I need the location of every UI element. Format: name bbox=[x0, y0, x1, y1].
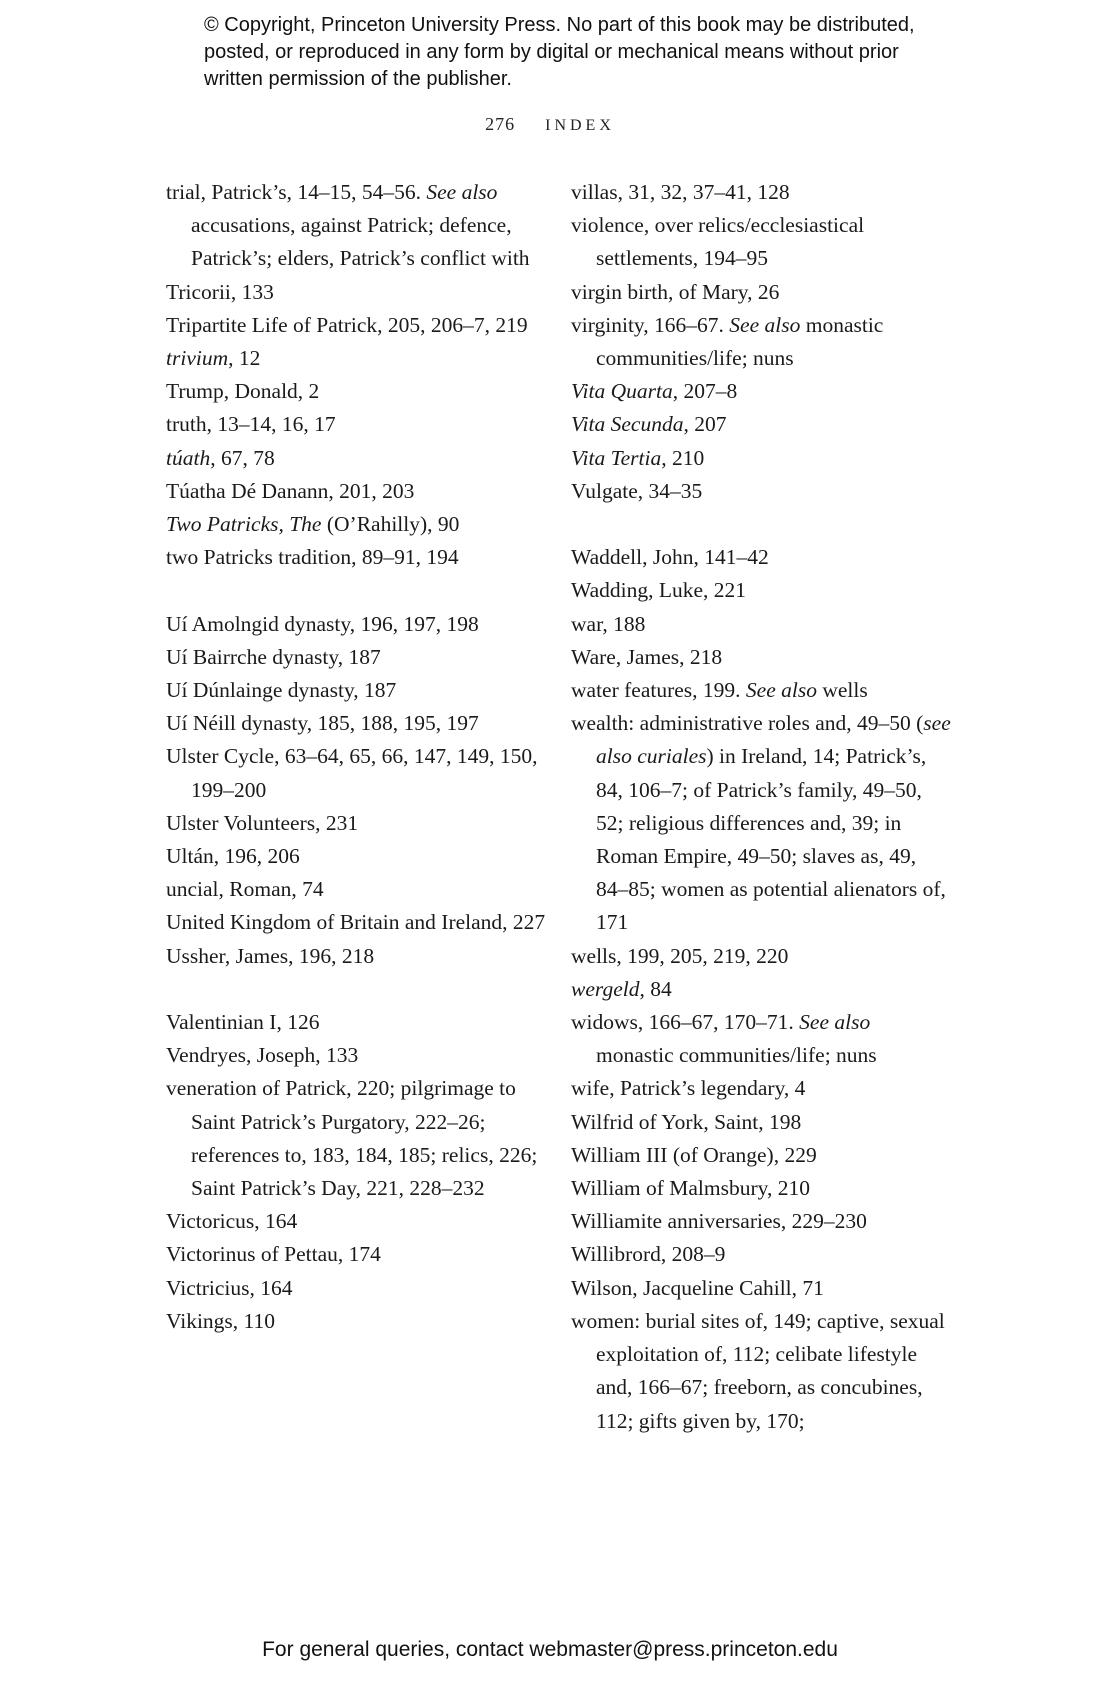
index-entry bbox=[166, 873, 546, 906]
index-entry-text: wife, Patrick’s legendary, 4 bbox=[571, 1076, 806, 1101]
index-entry bbox=[571, 209, 951, 275]
index-entry-text: violence, over relics/ecclesiastical settlements, 194–95 bbox=[571, 213, 865, 271]
index-entry bbox=[166, 1072, 546, 1205]
copyright-notice: © Copyright, Princeton University Press. No part of this book may be distributed, posted, or reproduced in any form by digital or mechanical means without prior written permission of the publisher. bbox=[204, 14, 915, 90]
index-entry-text: veneration of Patrick, 220; pilgrimage to Saint Patrick’s Purgatory, 222–26; references to, 183, 184, 185; relics, 226; Saint Patrick’s Day, 221, 228–232 bbox=[166, 1076, 538, 1201]
index-entry-text: villas, 31, 32, 37–41, 128 bbox=[571, 180, 790, 204]
index-entry-italic-text: Vita Secunda bbox=[571, 412, 684, 437]
index-entry-text: Valentinian I, 126 bbox=[166, 1010, 320, 1035]
index-entry bbox=[571, 973, 951, 1006]
index-entry-text: monastic communities/life; nuns bbox=[596, 1043, 877, 1068]
index-entry-text: Tricorii, 133 bbox=[166, 279, 274, 304]
index-entry bbox=[166, 1205, 546, 1238]
index-entry-italic-text: Vita Tertia bbox=[571, 445, 662, 470]
letter-group-gap bbox=[571, 508, 951, 541]
index-entry-text: Ulster Volunteers, 231 bbox=[166, 810, 359, 835]
index-entry bbox=[166, 740, 546, 806]
index-entry-text: virginity, 166–67. bbox=[571, 312, 730, 337]
index-entry bbox=[571, 1238, 951, 1271]
index-entry-italic-text: See also bbox=[745, 678, 817, 703]
index-entry-italic-text: Vita Quarta bbox=[571, 379, 673, 404]
page-number: 276 bbox=[485, 114, 516, 134]
index-entry bbox=[166, 940, 546, 973]
index-entry-text: truth, 13–14, 16, 17 bbox=[166, 412, 336, 437]
index-entry-text: , 207–8 bbox=[672, 379, 738, 404]
index-entry-text: William III (of Orange), 229 bbox=[571, 1142, 817, 1167]
index-entry-text: accusations, against Patrick; defence, Patrick’s; elders, Patrick’s conflict with bbox=[191, 213, 530, 271]
index-entry-text: Wilson, Jacqueline Cahill, 71 bbox=[571, 1275, 824, 1300]
index-entry bbox=[571, 674, 951, 707]
index-entry bbox=[166, 807, 546, 840]
index-entry bbox=[166, 276, 546, 309]
index-entry-italic-text: See also bbox=[426, 180, 498, 204]
index-entry bbox=[166, 408, 546, 441]
letter-group-gap bbox=[166, 973, 546, 1006]
index-entry-text: , 84 bbox=[639, 976, 672, 1001]
index-entry-text: William of Malmsbury, 210 bbox=[571, 1176, 810, 1201]
index-entry-italic-text: túath bbox=[166, 445, 211, 470]
index-entry bbox=[166, 1305, 546, 1338]
index-entry-text: Ussher, James, 196, 218 bbox=[166, 943, 375, 968]
index-entry bbox=[571, 1205, 951, 1238]
index-entry bbox=[571, 608, 951, 641]
index-entry-text: women: burial sites of, 149; captive, sexual exploitation of, 112; celibate lifestyle and, 166–67; freeborn, as concubines, 112; gifts given by, 170; bbox=[571, 1308, 945, 1433]
index-entry-text: , 210 bbox=[661, 445, 705, 470]
index-entry bbox=[166, 707, 546, 740]
index-entry bbox=[571, 1006, 951, 1072]
index-entry-text: wells bbox=[816, 678, 868, 703]
index-entry-text: Victorinus of Pettau, 174 bbox=[166, 1242, 381, 1267]
index-entry-text: , 12 bbox=[228, 346, 261, 371]
index-entry-text: , 207 bbox=[683, 412, 727, 437]
index-entry bbox=[571, 176, 951, 209]
index-entry bbox=[571, 574, 951, 607]
index-entry bbox=[166, 1272, 546, 1305]
letter-group-gap bbox=[166, 574, 546, 607]
index-entry-text: uncial, Roman, 74 bbox=[166, 877, 324, 902]
index-entry bbox=[571, 309, 951, 375]
index-entry-text: monastic communities/life; nuns bbox=[596, 312, 884, 371]
index-entry-text: Trump, Donald, 2 bbox=[166, 379, 320, 404]
index-entry bbox=[571, 475, 951, 508]
index-entry-text: ) in Ireland, 14; Patrick’s, 84, 106–7; of Patrick’s family, 49–50, 52; religious differences and, 39; in Roman Empire, 49–50; slaves as, 49, 84–85; women as potential alienators of, 171 bbox=[596, 744, 946, 935]
index-entry bbox=[571, 541, 951, 574]
index-entry bbox=[166, 1039, 546, 1072]
index-entry-text: Victoricus, 164 bbox=[166, 1209, 298, 1234]
section-title: INDEX bbox=[545, 117, 615, 134]
index-entry bbox=[571, 1072, 951, 1105]
index-entry-text: water features, 199. bbox=[571, 678, 746, 703]
index-entry bbox=[571, 707, 951, 939]
index-entry-italic-text: wergeld bbox=[571, 976, 640, 1001]
index-column-right bbox=[571, 176, 951, 1438]
index-entry-text: , 67, 78 bbox=[210, 445, 275, 470]
index-entry bbox=[571, 442, 951, 475]
index-entry-italic-text: See also bbox=[799, 1010, 871, 1035]
index-entry-text: Ultán, 196, 206 bbox=[166, 844, 300, 869]
index-entry-text: Wilfrid of York, Saint, 198 bbox=[571, 1109, 802, 1134]
index-entry bbox=[166, 641, 546, 674]
index-entry bbox=[571, 1305, 951, 1438]
index-entry-text: Túatha Dé Danann, 201, 203 bbox=[166, 478, 415, 503]
index-entry bbox=[571, 641, 951, 674]
index-entry-text: Vikings, 110 bbox=[166, 1308, 276, 1333]
index-entry bbox=[166, 475, 546, 508]
index-entry-text: Uí Amolngid dynasty, 196, 197, 198 bbox=[166, 611, 479, 636]
index-entry-text: United Kingdom of Britain and Ireland, 227 bbox=[166, 910, 546, 935]
index-entry-italic-text: See also bbox=[729, 312, 801, 337]
index-entry-text: virgin birth, of Mary, 26 bbox=[571, 279, 780, 304]
index-entry-text: Uí Bairrche dynasty, 187 bbox=[166, 644, 381, 669]
index-entry-italic-text: Two Patricks, The bbox=[166, 512, 322, 537]
index-entry bbox=[166, 342, 546, 375]
index-entry-text: two Patricks tradition, 89–91, 194 bbox=[166, 545, 459, 570]
index-entry bbox=[166, 309, 546, 342]
index-entry bbox=[571, 1139, 951, 1172]
index-entry bbox=[571, 375, 951, 408]
index-entry bbox=[571, 1106, 951, 1139]
index-column-left bbox=[166, 176, 546, 1338]
footer-contact: For general queries, contact webmaster@press.princeton.edu bbox=[262, 1638, 838, 1661]
index-entry-text: war, 188 bbox=[571, 611, 646, 636]
index-entry-text: Williamite anniversaries, 229–230 bbox=[571, 1209, 867, 1234]
running-head bbox=[0, 114, 1100, 135]
index-entry-text: Vulgate, 34–35 bbox=[571, 478, 703, 503]
index-entry bbox=[166, 176, 546, 276]
index-entry-text: Ulster Cycle, 63–64, 65, 66, 147, 149, 150, 199–200 bbox=[166, 744, 538, 802]
index-entry-text: Waddell, John, 141–42 bbox=[571, 545, 769, 570]
index-entry-text: Wadding, Luke, 221 bbox=[571, 578, 747, 603]
index-entry-text: Ware, James, 218 bbox=[571, 644, 723, 669]
index-entry bbox=[166, 541, 546, 574]
index-entry bbox=[166, 674, 546, 707]
index-entry bbox=[166, 906, 546, 939]
index-entry bbox=[166, 608, 546, 641]
index-entry-text: Uí Néill dynasty, 185, 188, 195, 197 bbox=[166, 711, 479, 736]
index-entry bbox=[166, 442, 546, 475]
index-entry bbox=[571, 1172, 951, 1205]
index-entry bbox=[571, 940, 951, 973]
index-entry-text: wells, 199, 205, 219, 220 bbox=[571, 943, 789, 968]
index-entry-text: Uí Dúnlainge dynasty, 187 bbox=[166, 678, 397, 703]
index-entry-text: trial, Patrick’s, 14–15, 54–56. bbox=[166, 180, 427, 204]
index-entry bbox=[166, 840, 546, 873]
index-entry-italic-text: see also curiales bbox=[596, 711, 951, 769]
index-entry bbox=[571, 276, 951, 309]
index-entry-text: Willibrord, 208–9 bbox=[571, 1242, 726, 1267]
index-entry-text: Victricius, 164 bbox=[166, 1275, 293, 1300]
index-entry-text: wealth: administrative roles and, 49–50 ( bbox=[571, 711, 924, 736]
index-entry bbox=[571, 1272, 951, 1305]
index-entry-text: (O’Rahilly), 90 bbox=[321, 512, 460, 537]
index-entry-text: widows, 166–67, 170–71. bbox=[571, 1010, 800, 1035]
index-entry-text: Vendryes, Joseph, 133 bbox=[166, 1043, 359, 1068]
index-entry-text: Tripartite Life of Patrick, 205, 206–7, 219 bbox=[166, 312, 528, 337]
index-entry bbox=[166, 1006, 546, 1039]
index-entry-italic-text: trivium bbox=[166, 346, 229, 371]
index-entry bbox=[166, 375, 546, 408]
index-entry bbox=[571, 408, 951, 441]
index-entry bbox=[166, 1238, 546, 1271]
index-entry bbox=[166, 508, 546, 541]
